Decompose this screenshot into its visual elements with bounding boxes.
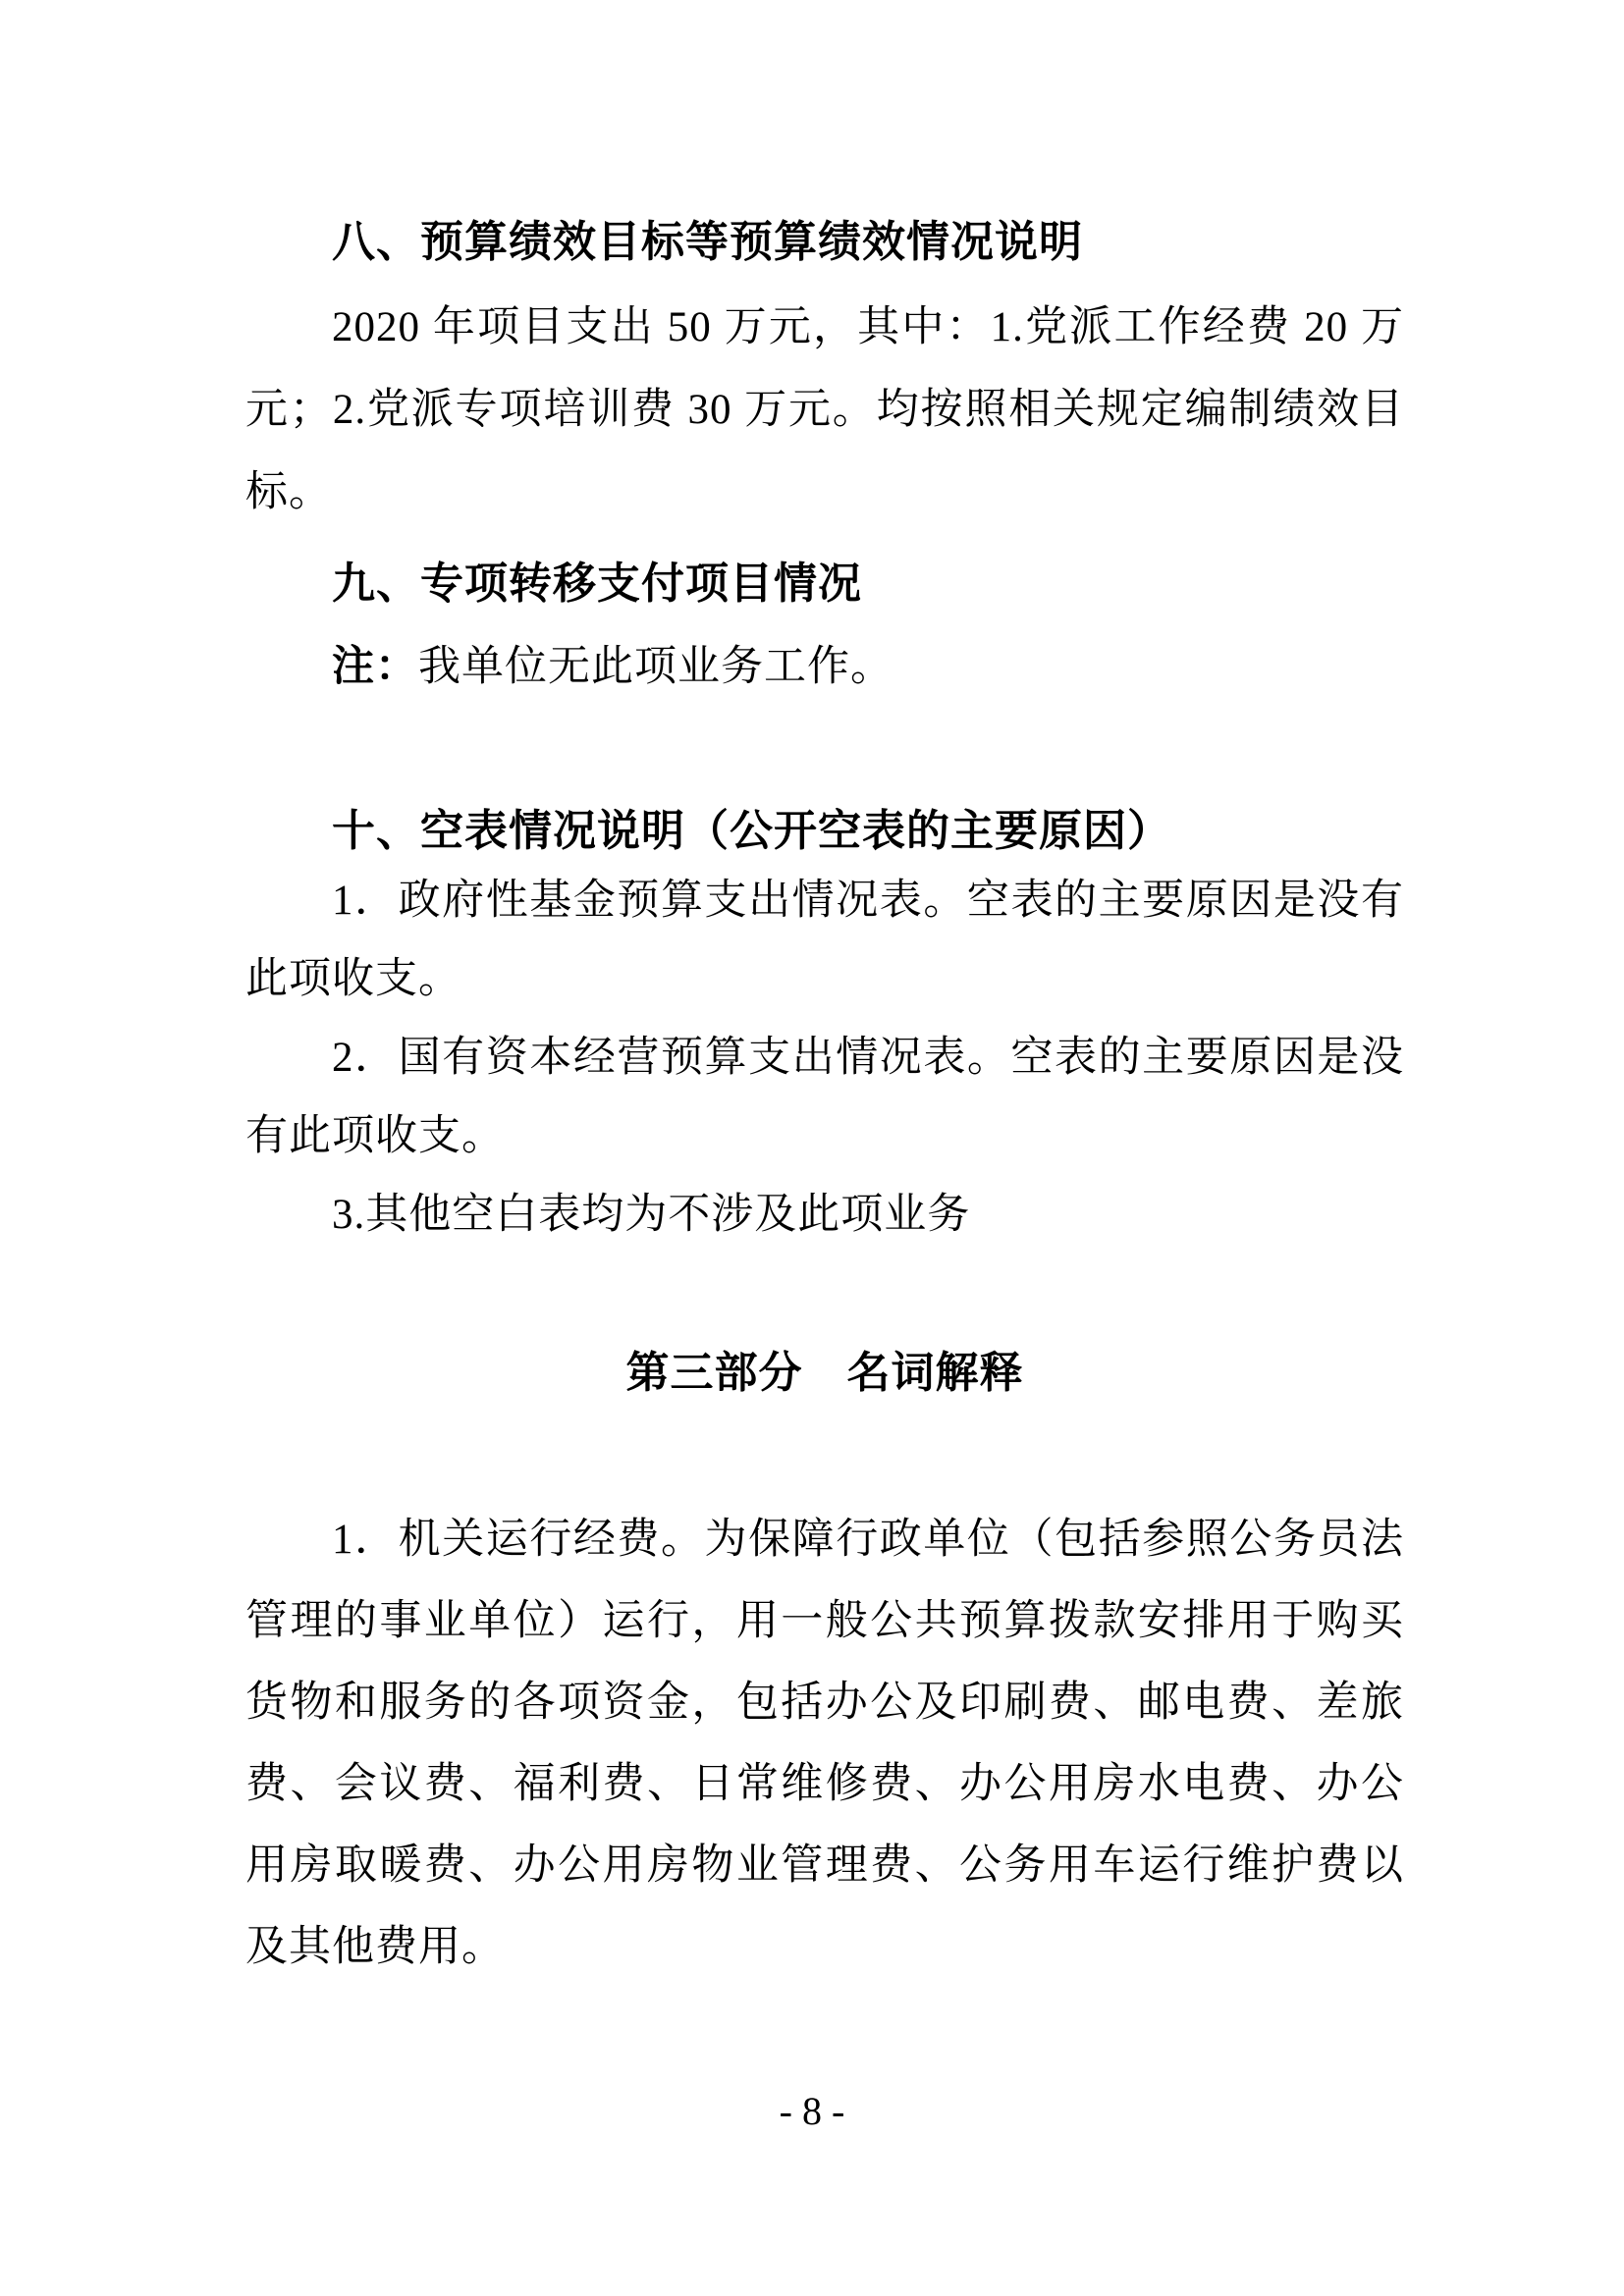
section-10-item-1: 1．政府性基金预算支出情况表。空表的主要原因是没有此项收支。 — [245, 878, 1404, 1002]
section-10-item-3: 3.其他空白表均为不涉及此项业务 — [332, 1192, 971, 1238]
section-8-paragraph: 2020 年项目支出 50 万元，其中：1.党派工作经费 20 万元；2.党派专项培训费 30 万元。均按照相关规定编制绩效目标。 — [245, 304, 1404, 515]
section-9-note-label: 注： — [332, 643, 418, 690]
part-3-paragraph: 1．机关运行经费。为保障行政单位（包括参照公务员法管理的事业单位）运行，用一般公共预算拨款安排用于购买货物和服务的各项资金，包括办公及印刷费、邮电费、差旅费、会议费、福利费、日常维修费、办公用房水电费、办公用房取暖费、办公用房物业管理费、公务用车运行维护费以及其他费用。 — [245, 1517, 1404, 1970]
section-9-note-text: 我单位无此项业务工作。 — [418, 644, 893, 690]
section-9-heading: 九、专项转移支付项目情况 — [332, 560, 862, 608]
section-10-item-2: 2．国有资本经营预算支出情况表。空表的主要原因是没有此项收支。 — [245, 1035, 1404, 1159]
section-8-heading: 八、预算绩效目标等预算绩效情况说明 — [332, 218, 1083, 266]
section-10-list — [245, 862, 1404, 1255]
page-number: - 8 - — [779, 2089, 845, 2133]
part-3-title: 第三部分 名词解释 — [625, 1349, 1024, 1397]
section-10-heading: 十、空表情况说明（公开空表的主要原因） — [332, 807, 1171, 855]
section-9-note — [245, 624, 1404, 710]
